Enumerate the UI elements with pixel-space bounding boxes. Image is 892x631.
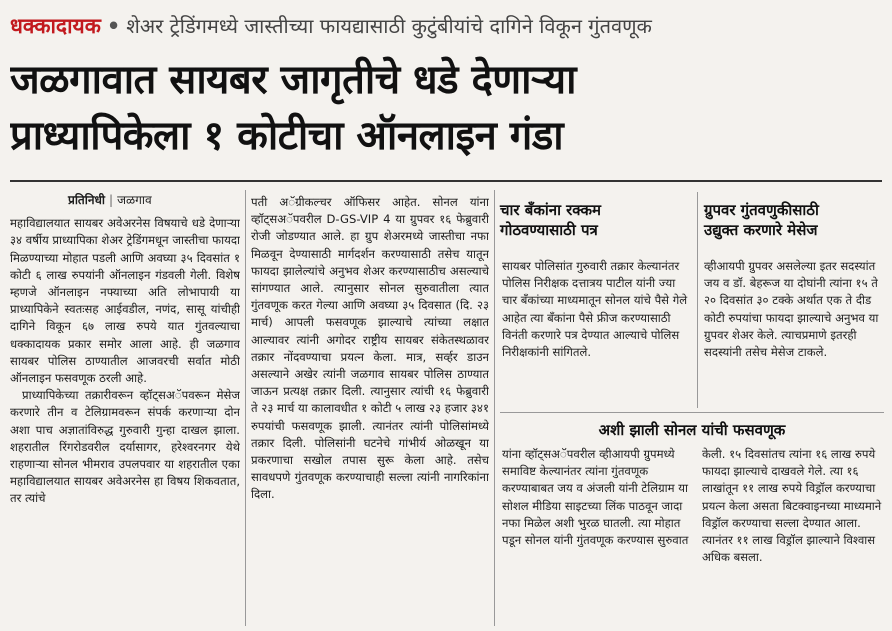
box-2-title-line-1: ग्रुपवर गुंतवणुकीसाठी xyxy=(704,201,819,219)
box-2-title xyxy=(704,200,886,240)
byline-location: जळगाव xyxy=(117,193,152,207)
kicker-text: शेअर ट्रेडिंगमध्ये जास्तीच्या फायद्यासाठी कुटुंबीयांचे दागिने विकून गुंतवणूक xyxy=(126,14,652,38)
byline-separator: | xyxy=(109,193,114,207)
box-2-body: व्हीआयपी ग्रुपवर असलेल्या इतर सदस्यांत जय व डॉ. बेहरूज या दोघांनी त्यांना १५ ते २० दिवसांत ३० टक्के अर्थात एक ते दीड कोटी रुपयांचा फायदा झाल्याचे अनुभव या ग्रुपवर शेअर केले. त्याचप्रमाणे इतरही सदस्यांनी तसेच मेसेज टाकले. xyxy=(704,259,879,360)
section-3-right-text: केली. १५ दिवसांतच त्यांना १६ लाख रुपये फायदा झाल्याचे दाखवले गेले. त्या १६ लाखांतून ११ लाख रुपये विड्रॉल करण्याचा प्रयत्न केला असता बिटक्वाइनच्या माध्यमाने विड्रॉल करण्याचा सल्ला देण्यात आला. त्यानंतर ११ लाख विड्रॉल झाल्याने विश्वास अधिक बसला. xyxy=(702,447,882,565)
box-2-title-line-2: उद्युक्त करणारे मेसेज xyxy=(704,221,818,239)
column-divider-2 xyxy=(494,190,495,626)
article-column-2 xyxy=(251,194,489,628)
column-1-paragraph-2: प्राध्यापिकेच्या तक्रारीवरून व्हॉट्सअॅपवरून मेसेज करणारे तीन व टेलिग्रामवरून संपर्क करणाऱ्या दोन अशा पाच अज्ञातांविरुद्ध गुरुवारी गुन्हा दाखल झाला. शहरातील रिंगरोडवरील दर्यासागर, हरेश्वरनगर येथे राहणाऱ्या सोनल भीमराव उपलपवार या शहरातील एका महाविद्यालयात सायबर अवेअरनेस हा विषय शिकवतात, तर त्यांचे xyxy=(10,388,240,506)
kicker-dot: • xyxy=(106,14,121,38)
section-3-title: अशी झाली सोनल यांची फसवणूक xyxy=(598,421,786,439)
box-1-title-line-1: चार बँकांना रक्कम xyxy=(500,201,601,219)
headline-line-1: जळगावात सायबर जागृतीचे धडे देणाऱ्या xyxy=(10,57,576,103)
column-divider-1 xyxy=(245,190,246,626)
kicker-label: धक्कादायक xyxy=(10,14,101,38)
byline xyxy=(10,192,240,209)
column-2-paragraph-1: पती अॅग्रीकल्चर ऑफिसर आहेत. सोनल यांना व्हॉट्सअॅपवरील D-GS-VIP 4 या ग्रुपवर १६ फेब्रुवारी रोजी जोडण्यात आले. हा ग्रुप शेअरमध्ये जास्तीचा नफा मिळवून देण्यासाठी मार्गदर्शन करण्यासाठी तसेच यातून फायदा झालेल्यांचे अनुभव शेअर करण्यासाठीच असल्याचे सांगण्यात आले. त्यानुसार सोनल सुरुवातीला त्यात गुंतवणूक करत गेल्या आणि अवघ्या ३५ दिवसात (दि. २३ मार्च) आपली फसवणूक झाल्याचे त्यांच्या लक्षात आल्यावर त्यांनी अगोदर राष्ट्रीय सायबर संकेतस्थळावर तक्रार नोंदवण्याचा प्रयत्न केला. मात्र, सर्व्हर डाउन असल्याने अखेर त्यांनी जळगाव सायबर पोलिस ठाण्यात जाऊन प्रत्यक्ष तक्रार दिली. त्यानुसार त्यांची १६ फेब्रुवारी ते २३ मार्च या कालावधीत १ कोटी ५ लाख २३ हजार ३४१ रुपयांची फसवणूक झाली. त्यानंतर त्यांनी पोलिसांमध्ये तक्रार दिली. पोलिसांनी घटनेचे गांभीर्य ओळखून या प्रकरणाचा सखोल तपास सुरू केला आहे. तसेच सावधपणे गुंतवणूक करण्याचाही सल्ला त्यांनी नागरिकांना दिला. xyxy=(251,195,489,502)
headline xyxy=(10,52,882,164)
box-1-title xyxy=(500,200,690,240)
headline-rule xyxy=(10,180,882,182)
headline-line-2: प्राध्यापिकेला १ कोटीचा ऑनलाइन गंडा xyxy=(10,113,564,159)
column-1-paragraph-1: महाविद्यालयात सायबर अवेअरनेस विषयाचे धडे देणाऱ्या ३४ वर्षीय प्राध्यापिका शेअर ट्रेडिंगमधून जास्तीचा फायदा मिळण्याच्या मोहात पडली आणि अवघ्या ३५ दिवसांत १ कोटी ६ लाख रुपयांनी ऑनलाइन गंडवली गेली. विशेष म्हणजे ऑनलाइन नफ्याच्या अति लोभापायी या प्राध्यापिकेने स्वतःसह आईवडील, नणंद, सासू यांचीही दागिने विकून ६७ लाख रुपये यात गुंतवल्याचा धक्कादायक प्रकार समोर आला आहे. ही जळगाव सायबर पोलिस ठाण्यातील आजवरची सर्वात मोठी ऑनलाइन फसवणूक ठरली आहे. xyxy=(10,216,240,386)
box-1-body: सायबर पोलिसांत गुरुवारी तक्रार केल्यानंतर पोलिस निरीक्षक दत्तात्रय पाटील यांनी ज्या चार बँकांच्या माध्यमातून सोनल यांचे पैसे गेले आहेत त्या बँकांना पैसे फ्रीज करण्यासाठी विनंती करणारे पत्र देण्यात आल्याचे पोलिस निरीक्षकांनी सांगितले. xyxy=(502,259,688,360)
kicker xyxy=(10,6,882,46)
byline-author: प्रतिनिधी xyxy=(68,193,106,207)
section-3-left-text: यांना व्हॉट्सअॅपवरील व्हीआयपी ग्रुपमध्ये समाविष्ट केल्यानंतर त्यांना गुंतवणूक करण्याबाबत जय व अंजली यांनी टेलिग्राम या सोशल मीडिया साइटच्या लिंक पाठवून जादा नफा मिळेल अशी भुरळ घातली. त्या मोहात पडून सोनल यांनी गुंतवणूक करण्यास सुरुवात xyxy=(502,447,689,548)
box-1-title-line-2: गोठवण्यासाठी पत्र xyxy=(500,221,598,239)
box-divider xyxy=(697,192,698,408)
article-column-1 xyxy=(10,192,240,628)
section-3-rule xyxy=(500,412,884,413)
